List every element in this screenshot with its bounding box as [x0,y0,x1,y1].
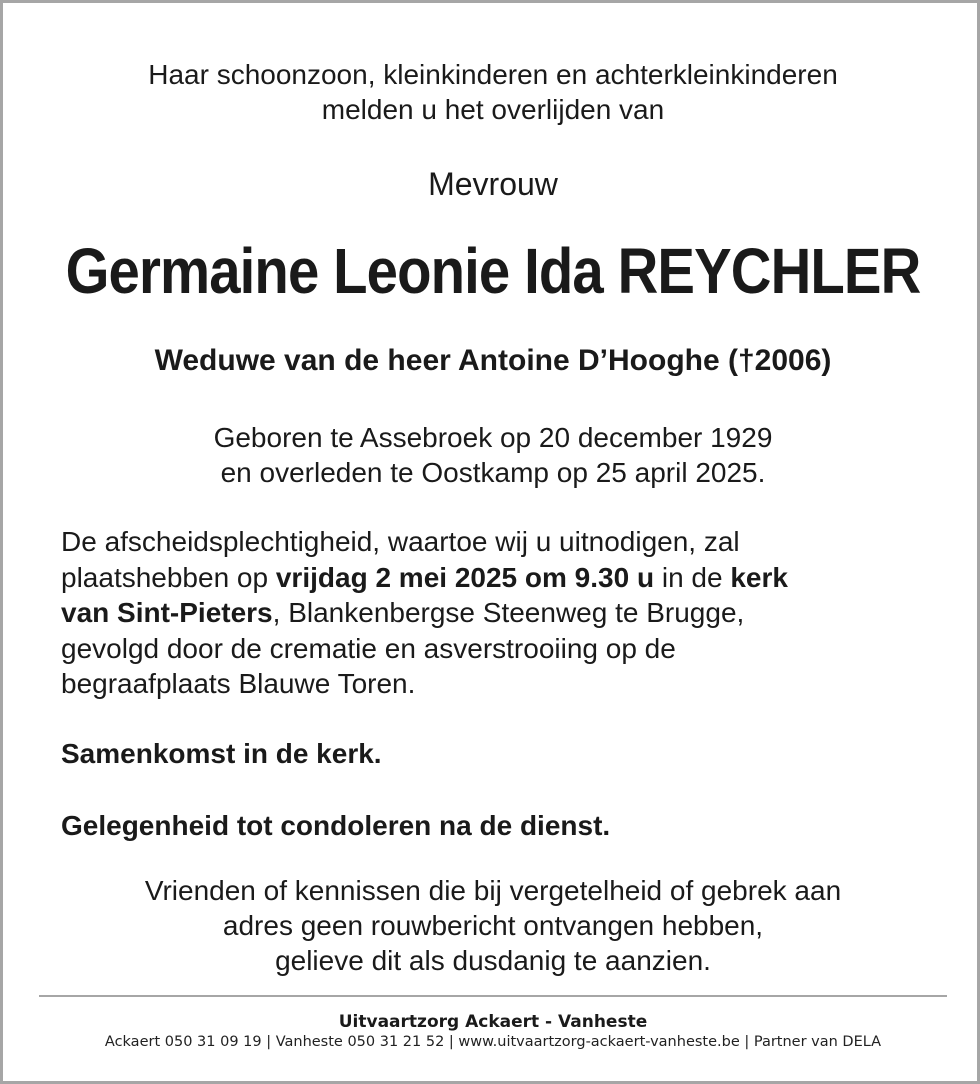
friends-line-2: adres geen rouwbericht ontvangen hebben, [222,910,764,941]
intro-text [3,57,980,127]
ceremony-text: in de [654,561,731,593]
meeting-note: Samenkomst in de kerk. [61,738,382,769]
ceremony-line-1: De afscheidsplechtigheid, waartoe wij u uitnodigen, zal [61,526,740,557]
ceremony-address: , Blankenbergse Steenweg te Brugge, [272,597,745,628]
friends-line-3: gelieve dit als dusdanig te aanzien. [275,945,711,976]
ceremony-text: plaatshebben op [61,561,276,593]
widow-of: Weduwe van de heer Antoine D’Hooghe (†2006) [154,344,832,377]
funeral-company: Uitvaartzorg Ackaert - Vanheste [338,1012,648,1032]
ceremony-place-part1: kerk [730,561,788,593]
footer-divider [39,995,947,997]
life-dates [3,420,980,490]
ceremony-datetime: vrijdag 2 mei 2025 om 9.30 u [275,561,655,593]
death-line: en overleden te Oostkamp op 25 april 2025. [220,457,766,488]
birth-line: Geboren te Assebroek op 20 december 1929 [213,422,773,453]
friends-line-1: Vrienden of kennissen die bij vergetelheid of gebrek aan [144,875,842,906]
intro-line-1: Haar schoonzoon, kleinkinderen en achterkleinkinderen [148,59,838,90]
salutation: Mevrouw [428,166,558,202]
funeral-contact: Ackaert 050 31 09 19 | Vanheste 050 31 21 52 | www.uitvaartzorg-ackaert-vanheste.be | Partner van DELA [104,1034,882,1050]
friends-note [3,873,980,978]
ceremony-line-5: begraafplaats Blauwe Toren. [61,668,416,699]
ceremony-details [61,524,941,702]
ceremony-line-2 [61,560,941,596]
intro-line-2: melden u het overlijden van [321,94,665,125]
ceremony-line-4: gevolgd door de crematie en asverstrooiing op de [61,632,676,664]
ceremony-place-part2: van Sint-Pieters [61,597,273,628]
ceremony-line-3 [61,595,941,631]
deceased-name: Germaine Leonie Ida REYCHLER [65,235,921,307]
condolence-note: Gelegenheid tot condoleren na de dienst. [61,810,611,841]
